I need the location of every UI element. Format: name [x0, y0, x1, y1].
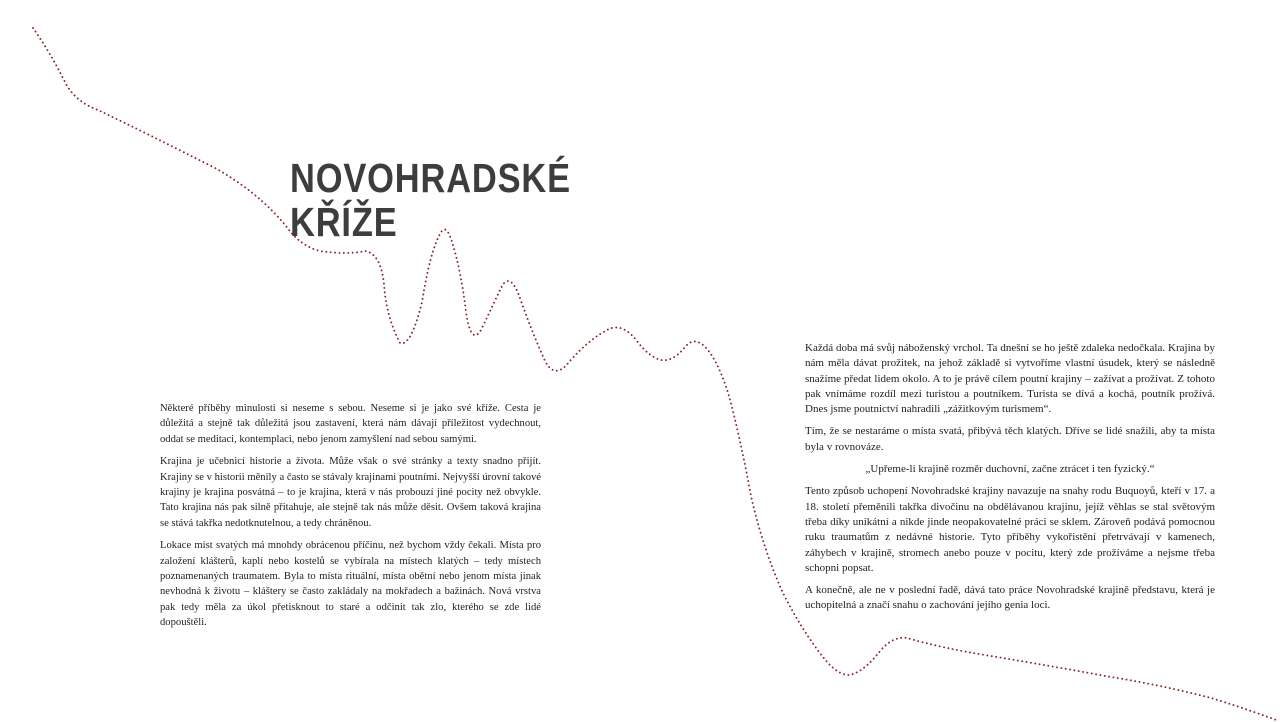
right-paragraph-1: Každá doba má svůj náboženský vrchol. Ta dnešní se ho ještě zdaleka nedočkala. Krajina by nám měla dávat prožitek, na jehož základě si vytvoříme vlastní úsudek, který se následně snažíme předat lidem okolo. A to je právě cílem poutní krajiny – zažívat a prožívat. Z tohoto pak vnímáme rozdíl mezi turistou a poutníkem. Turista se dívá a kochá, poutník prožívá. Dnes jsme poutnictví nahradili „zážitkovým turismem“. [805, 342, 1215, 416]
left-text-column [160, 401, 541, 638]
left-paragraph-3: Lokace míst svatých má mnohdy obrácenou příčinu, než bychom vždy čekali. Místa pro založení klášterů, kaplí nebo kostelů se vybírala na místech klatých – tedy místech poznamenaných traumatem. Byla to místa rituální, místa obětní nebo jenom místa jinak nevhodná k životu – kláštery se často zakládaly na mokřadech a bažinách. Nová vrstva pak tedy měla za úkol přetisknout to staré a odčinit tak zlo, kterého se zde lidé dopouštěli. [160, 540, 541, 629]
page-title [290, 156, 571, 244]
left-paragraph-2: Krajina je učebnicí historie a života. Může však o své stránky a texty snadno přijít. Krajiny se v historii měnily a často se stávaly krajinami poutními. Nejvyšší úrovní takové krajiny je krajina posvátná – to je krajina, která v nás probouzí jiné pocity než obvykle. Tato krajina nás pak silně přitahuje, ale stejně tak nás může děsit. Ovšem taková krajina se stává takřka nedotknutelnou, a tedy chráněnou. [160, 456, 541, 529]
right-paragraph-4: A konečně, ale ne v poslední řadě, dává tato práce Novohradské krajině představu, která je uchopitelná a značí snahu o zachování jejího genia loci. [805, 584, 1215, 612]
pull-quote: „Upřeme-li krajině rozměr duchovní, začne ztrácet i ten fyzický.“ [865, 463, 1155, 476]
page-title-line1: NOVOHRADSKÉ [290, 155, 571, 201]
left-paragraph-1: Některé příběhy minulosti si neseme s sebou. Neseme si je jako své kříže. Cesta je důležitá a stejně tak důležitá jsou zastavení, která nám dávají příležitost vydechnout, oddat se meditaci, kontemplaci, nebo jenom zamyšlení nad sebou samými. [160, 403, 541, 445]
right-paragraph-2: Tím, že se nestaráme o místa svatá, přibývá těch klatých. Dříve se lidé snažili, aby ta místa byla v rovnováze. [805, 425, 1215, 453]
page-title-line2: KŘÍŽE [290, 199, 398, 245]
right-paragraph-3: Tento způsob uchopení Novohradské krajiny navazuje na snahy rodu Buquoyů, kteří v 17. a 18. století přeměnili takřka divočinu na obdělávanou krajinu, jejíž věhlas se stal světovým třeba díky unikátní a nikde jinde neopakovatelné práci se sklem. Zároveň podává pomocnou ruku traumatům z nedávné historie. Tyto příběhy vykořistění přetrvávají v kamenech, záhybech v krajině, stromech anebo pouze v pocitu, který zde prožíváme a nejsme třeba schopni popsat. [805, 485, 1215, 574]
right-text-column [805, 341, 1215, 621]
